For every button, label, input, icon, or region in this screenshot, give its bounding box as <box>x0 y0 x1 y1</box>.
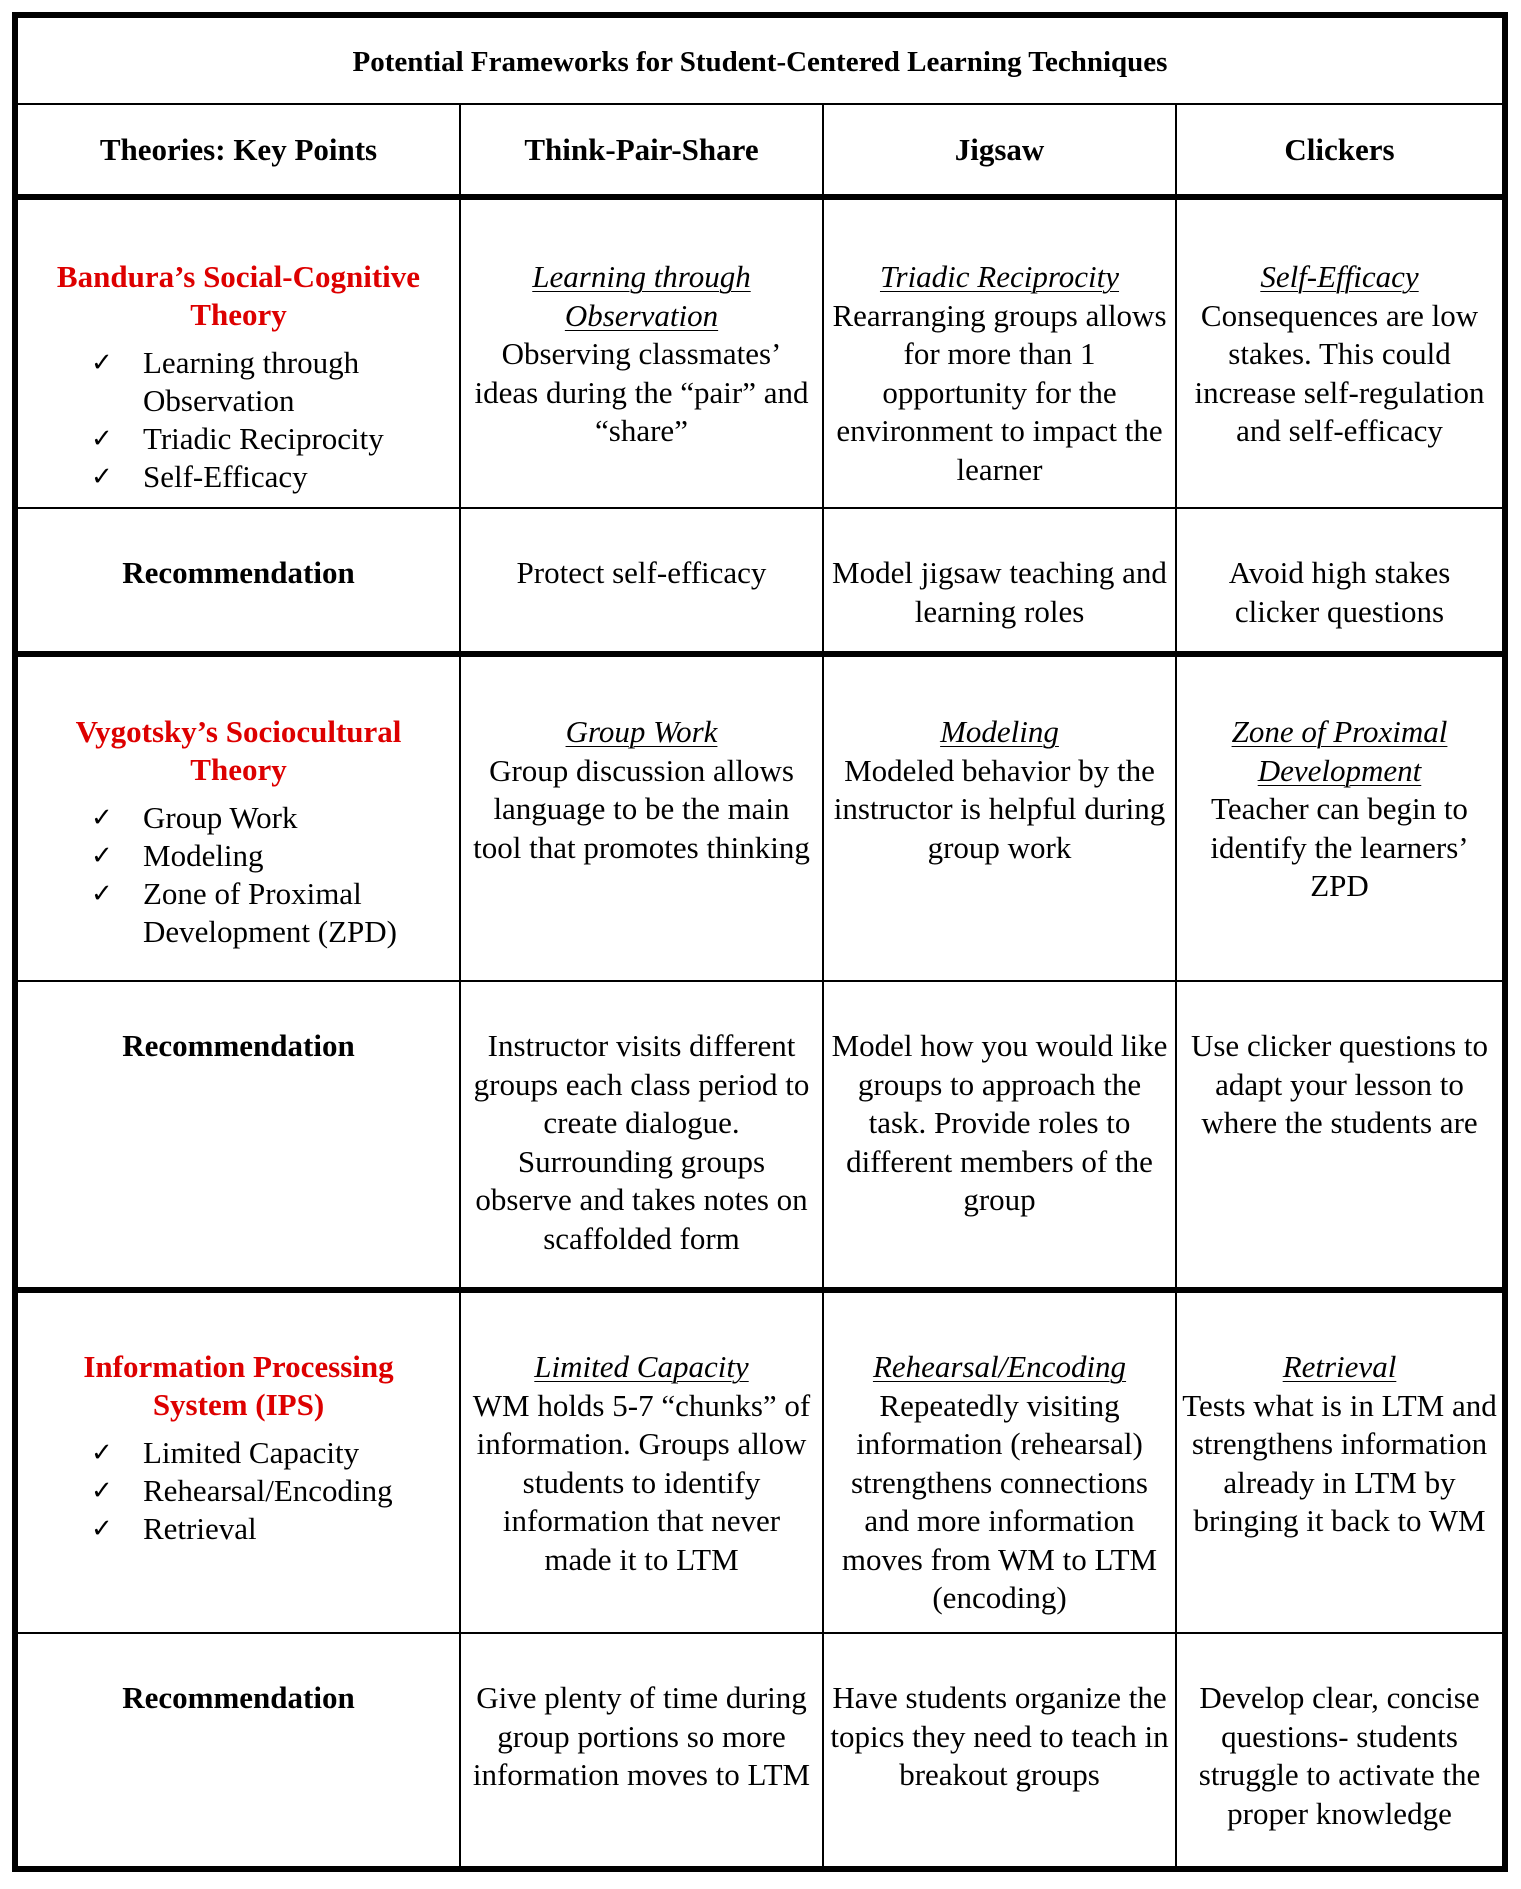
header-clickers <box>1177 105 1502 194</box>
concept-title: Learning through Observation <box>532 259 751 333</box>
recommendation-text: Use clicker questions to adapt your lesson to where the students are <box>1190 1028 1488 1140</box>
check-icon: ✓ <box>91 1514 113 1543</box>
recommendation-jigsaw <box>824 1634 1175 1866</box>
theory-cell-vygotsky <box>18 657 459 974</box>
recommendation-label: Recommendation <box>122 555 355 590</box>
recommendation-think-pair-share <box>461 1634 822 1866</box>
check-icon: ✓ <box>91 841 113 870</box>
header-label: Clickers <box>1284 131 1395 167</box>
check-icon: ✓ <box>91 462 113 491</box>
cell-ips-clickers <box>1177 1293 1502 1632</box>
key-point: ✓ Learning through Observation <box>91 345 360 418</box>
recommendation-label-cell <box>18 1634 459 1866</box>
concept-title: Zone of Proximal Development <box>1231 714 1448 788</box>
recommendation-label-cell <box>18 982 459 1287</box>
key-point: ✓ Zone of Proximal Development (ZPD) <box>91 876 397 949</box>
theory-cell-ips <box>18 1293 459 1632</box>
key-point: ✓ Rehearsal/Encoding <box>91 1473 393 1508</box>
header-label: Think-Pair-Share <box>524 131 759 167</box>
concept-title: Limited Capacity <box>534 1349 749 1384</box>
concept-description: Rearranging groups allows for more than 1 opportunity for the environment to impact the learner <box>832 297 1167 487</box>
recommendation-text: Model jigsaw teaching and learning roles <box>832 555 1167 629</box>
recommendation-jigsaw <box>824 509 1175 651</box>
frameworks-table <box>12 12 1508 1872</box>
concept-description: Group discussion allows language to be the main tool that promotes thinking <box>473 752 810 865</box>
recommendation-jigsaw <box>824 982 1175 1287</box>
key-point: ✓ Triadic Reciprocity <box>91 421 384 456</box>
key-point: ✓ Modeling <box>91 838 264 873</box>
cell-vygotsky-think-pair-share <box>461 657 822 974</box>
concept-title: Triadic Reciprocity <box>879 259 1120 294</box>
concept-title: Retrieval <box>1282 1349 1397 1384</box>
check-icon: ✓ <box>91 1438 113 1467</box>
cell-bandura-clickers <box>1177 200 1502 500</box>
theory-name: Vygotsky’s Sociocultural Theory <box>75 714 402 787</box>
concept-description: Consequences are low stakes. This could increase self-regulation and self-efficacy <box>1194 297 1485 448</box>
recommendation-think-pair-share <box>461 982 822 1287</box>
recommendation-label: Recommendation <box>122 1028 355 1063</box>
table-title-cell <box>18 18 1502 105</box>
recommendation-text: Model how you would like groups to approach the task. Provide roles to different members of the group <box>831 1028 1168 1217</box>
recommendation-text: Develop clear, concise questions- students struggle to activate the proper knowledge <box>1198 1680 1481 1831</box>
recommendation-text: Have students organize the topics they need to teach in breakout groups <box>830 1680 1169 1792</box>
key-point: ✓ Retrieval <box>91 1511 257 1546</box>
cell-ips-think-pair-share <box>461 1293 822 1632</box>
concept-description: Teacher can begin to identify the learners’ ZPD <box>1210 791 1469 903</box>
key-point: ✓ Limited Capacity <box>91 1435 360 1470</box>
table-title: Potential Frameworks for Student-Centered Learning Techniques <box>352 45 1168 78</box>
concept-title: Modeling <box>940 714 1059 749</box>
check-icon: ✓ <box>91 424 113 453</box>
concept-title: Group Work <box>565 714 718 749</box>
cell-ips-jigsaw <box>824 1293 1175 1632</box>
theory-name: Information Processing System (IPS) <box>83 1349 394 1422</box>
concept-description: WM holds 5-7 “chunks” of information. Groups allow students to identify information that never made it to LTM <box>472 1387 811 1577</box>
concept-description: Modeled behavior by the instructor is helpful during group work <box>833 752 1166 865</box>
header-label: Jigsaw <box>954 131 1045 167</box>
header-jigsaw <box>824 105 1175 194</box>
concept-title: Self-Efficacy <box>1260 259 1419 294</box>
recommendation-text: Give plenty of time during group portions so more information moves to LTM <box>472 1680 811 1792</box>
header-theories <box>18 105 459 194</box>
recommendation-label: Recommendation <box>122 1680 355 1715</box>
cell-vygotsky-clickers <box>1177 657 1502 974</box>
concept-title: Rehearsal/Encoding <box>872 1349 1127 1384</box>
recommendation-clickers <box>1177 982 1502 1287</box>
key-points-list <box>91 344 384 496</box>
recommendation-text: Protect self-efficacy <box>516 555 767 590</box>
key-points-list <box>91 1434 393 1548</box>
header-think-pair-share <box>461 105 822 194</box>
concept-description: Tests what is in LTM and strengthens information already in LTM by bringing it back to WM <box>1182 1387 1497 1538</box>
concept-description: Observing classmates’ ideas during the “pair” and “share” <box>474 336 809 448</box>
theory-name: Bandura’s Social-Cognitive Theory <box>56 259 421 332</box>
check-icon: ✓ <box>91 879 113 908</box>
key-points-list <box>91 799 433 951</box>
recommendation-think-pair-share <box>461 509 822 651</box>
theory-cell-bandura <box>18 200 459 500</box>
recommendation-clickers <box>1177 509 1502 651</box>
cell-vygotsky-jigsaw <box>824 657 1175 974</box>
check-icon: ✓ <box>91 1476 113 1505</box>
recommendation-label-cell <box>18 509 459 651</box>
recommendation-clickers <box>1177 1634 1502 1866</box>
cell-bandura-think-pair-share <box>461 200 822 500</box>
header-label: Theories: Key Points <box>99 131 378 167</box>
cell-bandura-jigsaw <box>824 200 1175 500</box>
check-icon: ✓ <box>91 803 113 832</box>
key-point: ✓ Group Work <box>91 800 298 835</box>
key-point: ✓ Self-Efficacy <box>91 459 308 494</box>
check-icon: ✓ <box>91 348 113 377</box>
recommendation-text: Instructor visits different groups each class period to create dialogue. Surrounding groups observe and takes notes on scaffolded form <box>473 1028 810 1256</box>
recommendation-text: Avoid high stakes clicker questions <box>1228 555 1451 629</box>
concept-description: Repeatedly visiting information (rehearsal) strengthens connections and more information moves from WM to LTM (encoding) <box>841 1387 1158 1615</box>
